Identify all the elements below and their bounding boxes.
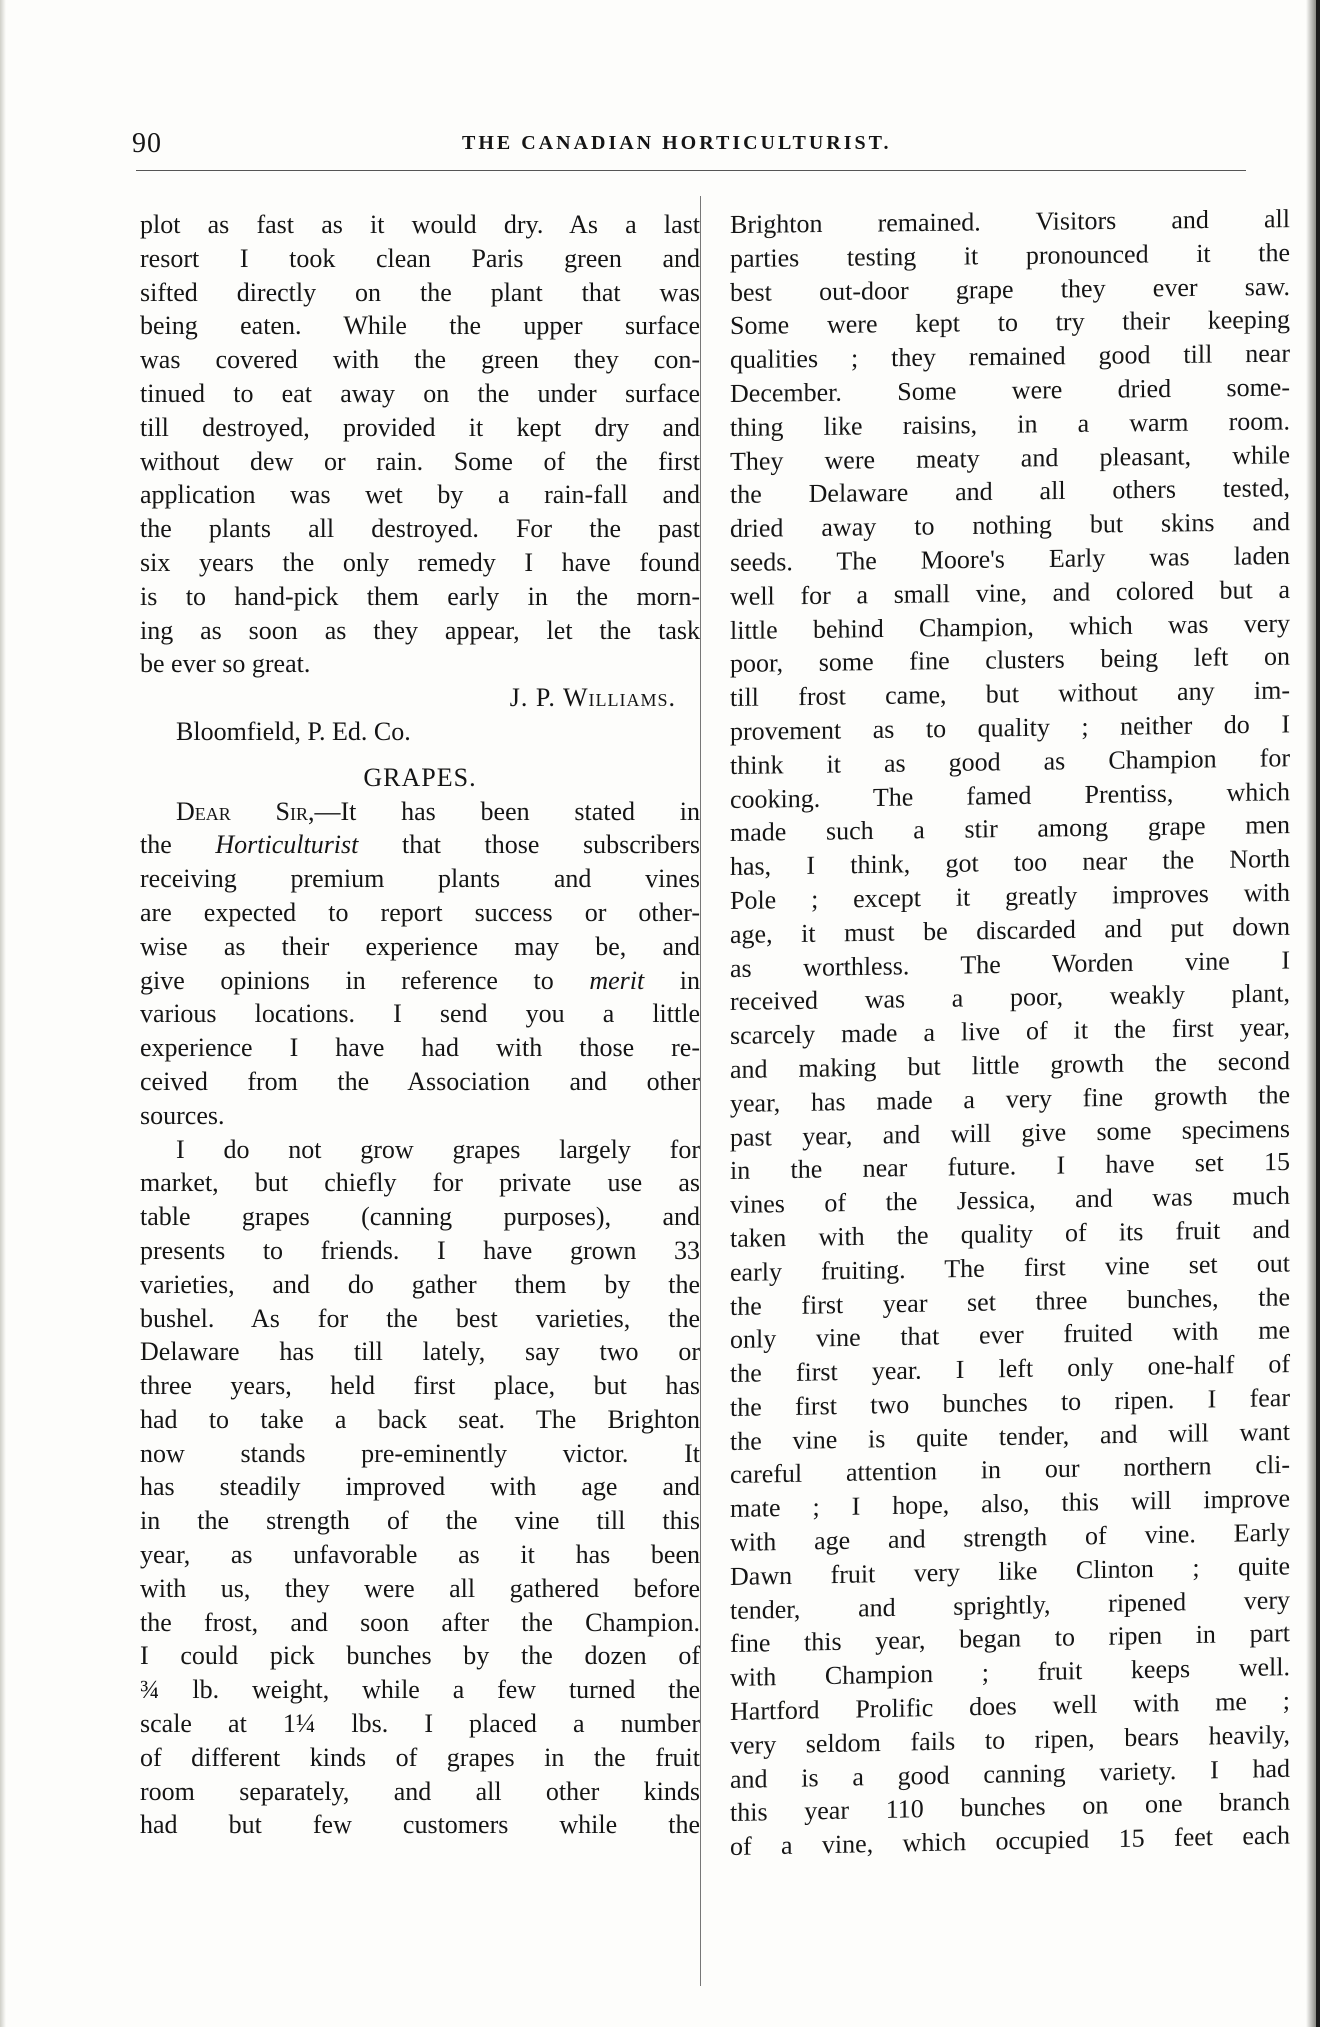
- text-line: as worthless. The Worden vine I: [730, 945, 1290, 983]
- text-line: now stands pre-eminently victor. It: [140, 1438, 700, 1468]
- text-line: ¾ lb. weight, while a few turned the: [140, 1675, 700, 1705]
- text-line: the first two bunches to ripen. I fear: [730, 1382, 1290, 1422]
- text-fragment: in: [644, 965, 700, 995]
- text-line: scarcely made a live of it the first year,: [730, 1012, 1290, 1051]
- text-line: the Delaware and all others tested,: [730, 473, 1290, 510]
- text-line: room separately, and all other kinds: [140, 1776, 700, 1806]
- text-fragment: the: [140, 830, 216, 860]
- text-line: careful attention in our northern cli-: [730, 1450, 1290, 1490]
- letter-body: [140, 997, 700, 1098]
- italic-title: Horticulturist: [215, 830, 359, 860]
- text-line: three years, held first place, but has: [140, 1371, 700, 1401]
- text-line: wise as their experience may be, and: [140, 931, 700, 961]
- page-header: [132, 128, 1260, 168]
- text-line: thing like raisins, in a warm room.: [730, 406, 1290, 442]
- text-fragment: that those subscribers: [358, 830, 700, 860]
- text-line: application was wet by a rain-fall and: [140, 480, 700, 510]
- text-line: think it as good as Champion for: [730, 743, 1290, 780]
- text-line: six years the only remedy I have found: [140, 547, 700, 577]
- text-line: parties testing it pronounced it the: [730, 237, 1290, 273]
- text-line: resort I took clean Paris green and: [140, 243, 700, 273]
- text-line: December. Some were dried some-: [730, 372, 1290, 408]
- text-line: the plants all destroyed. For the past: [140, 514, 700, 544]
- text-line: with Champion ; fruit keeps well.: [730, 1652, 1290, 1693]
- text-line: and making but little growth the second: [730, 1046, 1290, 1084]
- text-line: past year, and will give some specimens: [730, 1113, 1290, 1152]
- text-line: very seldom fails to ripen, bears heavily,: [730, 1719, 1290, 1760]
- text-line: I do not grow grapes largely for: [176, 1134, 700, 1164]
- text-line: ceived from the Association and other: [140, 1066, 700, 1096]
- text-line: of different kinds of grapes in the fruit: [140, 1742, 700, 1772]
- page-number: 90: [132, 128, 162, 159]
- text-line: provement as to quality ; neither do I: [730, 709, 1290, 746]
- text-line: the vine is quite tender, and will want: [730, 1416, 1290, 1456]
- text-line: are expected to report success or other-: [140, 897, 700, 927]
- text-line: receiving premium plants and vines: [140, 864, 700, 894]
- text-line: scale at 1¼ lbs. I placed a number: [140, 1709, 700, 1739]
- letter-body: [140, 862, 700, 963]
- text-line: has, I think, got too near the North: [730, 844, 1290, 882]
- text-line: various locations. I send you a little: [140, 999, 700, 1029]
- text-line: ing as soon as they appear, let the task: [140, 615, 700, 645]
- text-line: market, but chiefly for private use as: [140, 1168, 700, 1198]
- text-line: in the near future. I have set 15: [730, 1147, 1290, 1186]
- text-line: has steadily improved with age and: [140, 1472, 700, 1502]
- letter-ending: [140, 208, 700, 647]
- text-line: table grapes (canning purposes), and: [140, 1202, 700, 1232]
- text-line: Some were kept to try their keeping: [730, 305, 1290, 341]
- text-line: had to take a back seat. The Brighton: [140, 1404, 700, 1434]
- running-title: THE CANADIAN HORTICULTURIST.: [462, 132, 892, 154]
- text-line: varieties, and do gather them by the: [140, 1269, 700, 1299]
- place-line: Bloomfield, P. Ed. Co.: [176, 716, 411, 746]
- text-line: tender, and sprightly, ripened very: [730, 1584, 1290, 1625]
- text-line: taken with the quality of its fruit and: [730, 1214, 1290, 1253]
- text-line: best out-door grape they ever saw.: [730, 271, 1290, 307]
- salutation-line: [140, 795, 700, 829]
- text-line: in the strength of the vine till this: [140, 1506, 700, 1536]
- text-line: Pole ; except it greatly improves with: [730, 877, 1290, 915]
- text-line: of a vine, which occupied 15 feet each: [730, 1820, 1290, 1862]
- text-line-italic: [140, 828, 700, 862]
- text-line: year, as unfavorable as it has been: [140, 1540, 700, 1570]
- text-line: early fruiting. The first vine set out: [730, 1248, 1290, 1287]
- text-line: presents to friends. I have grown 33: [140, 1235, 700, 1265]
- text-line: plot as fast as it would dry. As a last: [140, 210, 700, 239]
- text-line: sources.: [140, 1100, 225, 1130]
- text-line: dried away to nothing but skins and: [730, 507, 1290, 544]
- text-line: year, has made a very fine growth the: [730, 1079, 1290, 1118]
- text-line: received was a poor, weakly plant,: [730, 978, 1290, 1017]
- salutation: Dear Sir,: [176, 796, 315, 826]
- text-line: and is a good canning variety. I had: [730, 1753, 1290, 1794]
- header-rule: [136, 170, 1246, 171]
- text-line: only vine that ever fruited with me: [730, 1315, 1290, 1355]
- text-line: experience I have had with those re-: [140, 1033, 700, 1063]
- page-edge-right: [1306, 0, 1320, 2027]
- text-line: the first year set three bunches, the: [730, 1281, 1290, 1321]
- text-line: vines of the Jessica, and was much: [730, 1180, 1290, 1220]
- text-line: They were meaty and pleasant, while: [730, 439, 1290, 476]
- text-line: with age and strength of vine. Early: [730, 1517, 1290, 1558]
- salutation-rest: —It has been stated in: [314, 796, 700, 826]
- text-line: without dew or rain. Some of the first: [140, 446, 700, 476]
- text-line: the frost, and soon after the Champion.: [140, 1607, 700, 1637]
- text-line: made such a stir among grape men: [730, 810, 1290, 848]
- section-heading: GRAPES.: [363, 762, 477, 792]
- italic-word: merit: [589, 965, 645, 995]
- text-line: had but few customers while the: [140, 1810, 700, 1840]
- text-line: seeds. The Moore's Early was laden: [730, 540, 1290, 577]
- text-line: I could pick bunches by the dozen of: [140, 1641, 700, 1671]
- text-line: sifted directly on the plant that was: [140, 277, 700, 307]
- text-line: little behind Champion, which was very: [730, 608, 1290, 645]
- text-line: Dawn fruit very like Clinton ; quite: [730, 1551, 1290, 1591]
- page-edge-left: [0, 0, 6, 2027]
- letter-body-continued: [140, 1133, 700, 1843]
- text-line: this year 110 bunches on one branch: [730, 1787, 1290, 1828]
- text-line: poor, some fine clusters being left on: [730, 641, 1290, 679]
- text-line: Hartford Prolific does well with me ;: [730, 1686, 1290, 1727]
- text-line: Brighton remained. Visitors and all: [730, 204, 1290, 239]
- column-rule: [700, 196, 701, 1986]
- left-column: [140, 208, 700, 1842]
- text-line: was covered with the green they con-: [140, 345, 700, 375]
- text-line: is to hand-pick them early in the morn-: [140, 581, 700, 611]
- text-line: till frost came, but without any im-: [730, 675, 1290, 713]
- text-line: well for a small vine, and colored but a: [730, 574, 1290, 611]
- text-line: tinued to eat away on the under surface: [140, 378, 700, 408]
- text-fragment: give opinions in reference to: [140, 965, 590, 995]
- text-line: fine this year, began to ripen in part: [730, 1618, 1290, 1659]
- text-line: the first year. I left only one-half of: [730, 1349, 1290, 1389]
- text-line: qualities ; they remained good till near: [730, 338, 1290, 375]
- text-line: bushel. As for the best varieties, the: [140, 1303, 700, 1333]
- right-column: [730, 204, 1290, 1864]
- text-line: be ever so great.: [140, 649, 311, 679]
- text-line: cooking. The famed Prentiss, which: [730, 776, 1290, 814]
- text-line: with us, they were all gathered before: [140, 1573, 700, 1603]
- text-line-merit: [140, 964, 700, 998]
- text-line: Delaware has till lately, say two or: [140, 1337, 700, 1367]
- text-line: mate ; I hope, also, this will improve: [730, 1483, 1290, 1524]
- signature: J. P. Williams.: [509, 683, 676, 713]
- text-line: till destroyed, provided it kept dry and: [140, 412, 700, 442]
- text-line: age, it must be discarded and put down: [730, 911, 1290, 949]
- text-line: being eaten. While the upper surface: [140, 311, 700, 341]
